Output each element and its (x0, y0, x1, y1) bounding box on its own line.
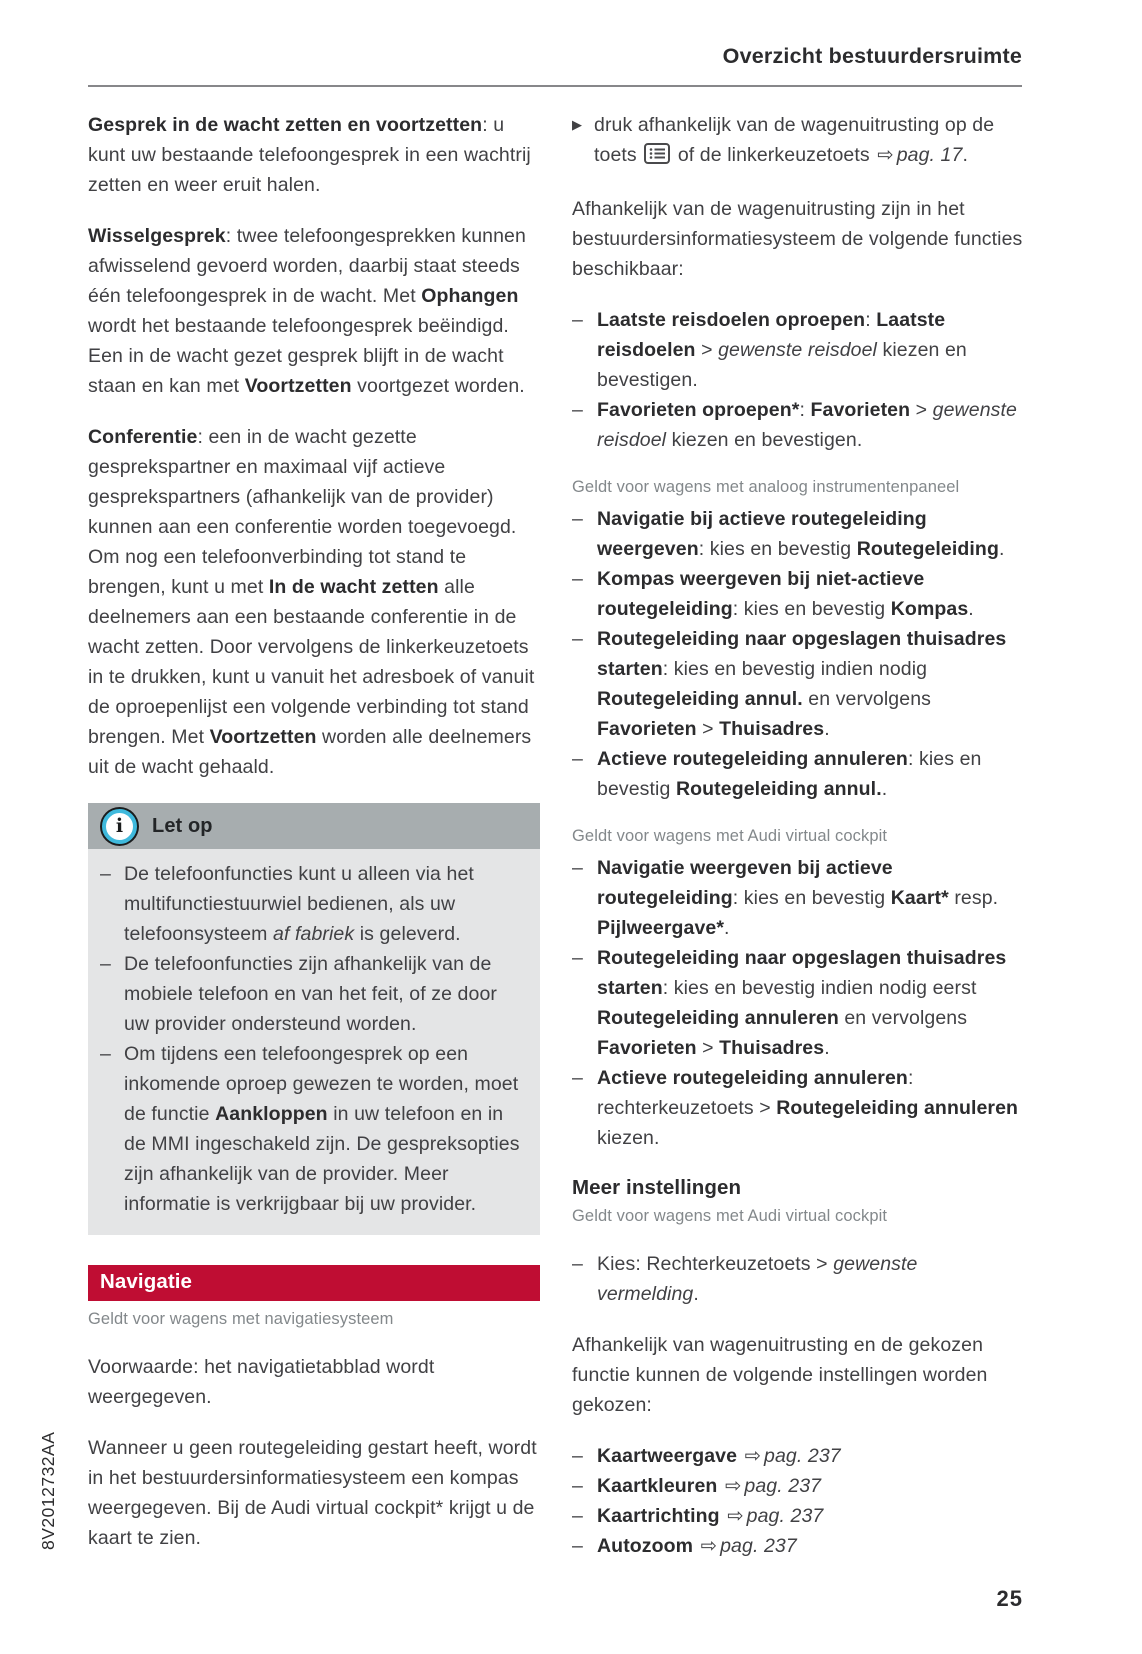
text-run: Afhankelijk van de wagenuitrusting zijn in het bestuurdersinformatiesysteem de volgende functies beschikbaar: (572, 198, 1023, 280)
text-run: : (865, 309, 877, 331)
note-box-header (88, 803, 540, 849)
list-item (572, 1531, 1024, 1561)
text-run: en vervolgens (802, 688, 931, 710)
text-run: Voortzetten (244, 375, 352, 397)
text-run: Actieve routegeleiding annuleren (597, 1067, 908, 1089)
list-item (572, 1249, 1024, 1309)
list-item (572, 624, 1024, 744)
list-item (572, 305, 1024, 395)
text-run: In de wacht zetten (268, 576, 439, 598)
text-run: : kies en bevestig indien nodig (662, 658, 928, 680)
text-run: Kompas weergeven bij niet-actieve routegeleiding (597, 568, 925, 620)
text-run: gewenste reisdoel (597, 399, 1017, 451)
right-column (572, 110, 1024, 1582)
paragraph (572, 194, 1024, 284)
text-run: Routegeleiding naar opgeslagen thuisadres starten (597, 947, 1007, 999)
text-run: Routegeleiding annul. (597, 688, 803, 710)
text-run: . (824, 1037, 830, 1059)
note-box (88, 803, 540, 1235)
text-run: pag. 237 (764, 1445, 841, 1467)
text-run: . (968, 598, 974, 620)
list-item (100, 949, 526, 1039)
dash-bullet-icon: – (572, 857, 583, 879)
dash-bullet-icon: – (572, 1445, 583, 1467)
list-item-text (597, 628, 1006, 740)
text-run: pag. 237 (720, 1535, 797, 1557)
text-run: Navigatie weergeven bij actieve routegeleiding (597, 857, 893, 909)
text-run: Routegeleiding (856, 538, 999, 560)
text-run: Favorieten (597, 1037, 697, 1059)
paragraph (88, 1352, 540, 1412)
list-item (572, 564, 1024, 624)
text-run: Voortzetten (209, 726, 317, 748)
text-run: Routegeleiding annul. (675, 778, 882, 800)
header-rule (88, 85, 1022, 87)
text-run: Kompas (890, 598, 969, 620)
text-run: Autozoom (597, 1535, 694, 1557)
page-header-title: Overzicht bestuurdersruimte (722, 44, 1022, 68)
text-run: . (881, 778, 888, 800)
dash-bullet-icon: – (572, 748, 583, 770)
list-item (572, 943, 1024, 1063)
dash-list (572, 853, 1024, 1153)
applies-note: Geldt voor wagens met Audi virtual cockpit (572, 1207, 888, 1225)
text-run: resp. (948, 887, 999, 909)
paragraph (88, 422, 540, 782)
list-item-text (124, 863, 474, 945)
dash-bullet-icon: – (572, 1505, 583, 1527)
page-ref-arrow-icon: ⇨ (744, 1445, 762, 1467)
dash-list (572, 1249, 1024, 1309)
dash-bullet-icon: – (572, 568, 583, 590)
text-run: Wisselgesprek (88, 225, 226, 247)
list-item (572, 1471, 1024, 1501)
dash-bullet-icon: – (572, 1253, 583, 1275)
dash-bullet-icon: – (100, 953, 111, 975)
text-run: Aankloppen (215, 1103, 328, 1125)
text-run: : kies en bevestig (732, 598, 891, 620)
text-run: alle deelnemers aan een bestaande conferentie in de wacht zetten. Door vervolgens de linkerkeuzetoets in te drukken, kunt u vanuit het adresboek of vanuit de oproepenlijst een volgende verbinding tot stand brengen. Met (88, 576, 535, 748)
text-run: > (696, 718, 720, 740)
text-run: : kies en bevestig indien nodig eerst (662, 977, 977, 999)
list-item (572, 1501, 1024, 1531)
list-item (572, 395, 1024, 455)
list-item (572, 1063, 1024, 1153)
dash-bullet-icon: – (572, 399, 583, 421)
text-run: De telefoonfuncties zijn afhankelijk van de mobiele telefoon en van het feit, of ze door uw provider ondersteund worden. (124, 953, 497, 1035)
dash-bullet-icon: – (572, 628, 583, 650)
text-run: : kies en bevestig (698, 538, 857, 560)
list-item-text (597, 1505, 823, 1527)
text-run: Kaartkleuren (597, 1475, 718, 1497)
text-run: Ophangen (421, 285, 519, 307)
action-step (572, 110, 1024, 173)
document-code: 8V2012732AA (38, 1431, 58, 1550)
text-run: Favorieten (810, 399, 911, 421)
page-ref-arrow-icon: ⇨ (724, 1475, 742, 1497)
text-run: kiezen en bevestigen. (666, 429, 863, 451)
dash-bullet-icon: – (100, 863, 111, 885)
dash-list (572, 1441, 1024, 1561)
info-icon: i (102, 809, 137, 844)
dash-list (572, 504, 1024, 804)
list-key-icon (644, 143, 670, 173)
text-run: pag. 237 (744, 1475, 822, 1497)
text-run: druk afhankelijk van de wagenuitrusting op de toets (594, 114, 995, 166)
text-run: De telefoonfuncties kunt u alleen via het multifunctiestuurwiel bedienen, als uw telefoonsysteem (124, 863, 474, 945)
list-item-text (597, 399, 1017, 451)
text-run: Laatste reisdoelen (597, 309, 946, 361)
text-run: Laatste reisdoelen oproepen (597, 309, 866, 331)
text-run: Thuisadres (719, 1037, 825, 1059)
dash-bullet-icon: – (572, 1067, 583, 1089)
list-item-text (597, 947, 1006, 1059)
list-item-text (597, 857, 998, 939)
text-run: . (724, 917, 730, 939)
left-column (88, 110, 540, 1574)
triangle-bullet-icon: ▶ (572, 117, 583, 132)
list-item-text (597, 1067, 1018, 1149)
text-run: pag. 17 (896, 144, 963, 166)
dash-list (572, 305, 1024, 455)
text-run: : twee telefoongesprekken kunnen afwisselend gevoerd worden, daarbij staat steeds één telefoongesprek in de wacht. Met (88, 225, 526, 307)
text-run: > (696, 1037, 720, 1059)
text-run: : rechterkeuzetoets > (597, 1067, 914, 1119)
text-run: Routegeleiding annuleren (597, 1007, 839, 1029)
text-run: worden alle deelnemers uit de wacht gehaald. (88, 726, 532, 778)
text-run: : (799, 399, 811, 421)
page-ref-arrow-icon: ⇨ (700, 1535, 718, 1557)
text-run: Voorwaarde: het navigatietabblad wordt weergegeven. (88, 1356, 435, 1408)
text-run: Wanneer u geen routegeleiding gestart heeft, wordt in het bestuurdersinformatiesysteem een kompas weergegeven. Bij de Audi virtual cockpit* krijgt u de kaart te zien. (88, 1437, 537, 1549)
step-text (594, 114, 994, 166)
text-run: Kaartrichting (597, 1505, 720, 1527)
text-run: : een in de wacht gezette gesprekspartner en maximaal vijf actieve gesprekspartners (afhankelijk van de provider) kunnen aan een conferentie worden toegevoegd. Om nog een telefoonverbinding tot stand te brengen, kunt u met (88, 426, 517, 598)
text-run: af fabriek (273, 923, 355, 945)
paragraph (572, 1330, 1024, 1420)
text-run: : u kunt uw bestaande telefoongesprek in een wachtrij zetten en weer eruit halen. (88, 114, 531, 196)
text-run: : kies en bevestig (732, 887, 891, 909)
list-item (572, 1441, 1024, 1471)
text-run: Kies: Rechterkeuzetoets > (597, 1253, 834, 1275)
paragraph (88, 1433, 540, 1553)
text-run: Afhankelijk van wagenuitrusting en de gekozen functie kunnen de volgende instellingen worden gekozen: (572, 1334, 988, 1416)
text-run: Kaart* (890, 887, 949, 909)
list-item-text (597, 309, 967, 391)
text-run: en vervolgens (838, 1007, 968, 1029)
text-run: gewenste vermelding (597, 1253, 918, 1305)
list-item (100, 859, 526, 949)
dash-bullet-icon: – (572, 309, 583, 331)
text-run: Thuisadres (719, 718, 825, 740)
text-run: Kaartweergave (597, 1445, 738, 1467)
text-run: pag. 237 (746, 1505, 824, 1527)
note-box-title: Let op (152, 815, 213, 837)
list-item (572, 853, 1024, 943)
text-run: > (910, 399, 933, 421)
text-run: wordt het bestaande telefoongesprek beëindigd. Een in de wacht gezet gesprek blijft in de wacht staan en kan met (88, 315, 509, 397)
text-run (693, 1535, 699, 1557)
text-run: gewenste reisdoel (718, 339, 877, 361)
text-run: Pijlweergave* (597, 917, 725, 939)
list-item-text (597, 1445, 841, 1467)
text-run: in uw telefoon en in de MMI ingeschakeld zijn. De gespreksopties zijn afhankelijk van de provider. Meer informatie is verkrijgbaar bij uw provider. (124, 1103, 520, 1215)
text-run: kiezen en bevestigen. (597, 339, 967, 391)
text-run: . (998, 538, 1005, 560)
dash-bullet-icon: – (572, 1535, 583, 1557)
list-item-text (597, 748, 981, 800)
text-run: . (824, 718, 830, 740)
section-band (88, 1265, 540, 1301)
text-run: Om tijdens een telefoongesprek op een inkomende oproep gewezen te worden, moet de functie (124, 1043, 519, 1125)
text-run: kiezen. (597, 1127, 660, 1149)
subheading: Meer instellingen (572, 1176, 742, 1199)
text-run: Favorieten oproepen* (597, 399, 800, 421)
applies-note: Geldt voor wagens met navigatiesysteem (88, 1310, 394, 1328)
text-run: . (693, 1283, 699, 1305)
text-run: of de linkerkeuzetoets (672, 144, 876, 166)
text-run: . (962, 144, 968, 166)
text-run: Favorieten (597, 718, 697, 740)
text-run: voortgezet worden. (351, 375, 525, 397)
list-item-text (597, 1475, 821, 1497)
text-run: Routegeleiding naar opgeslagen thuisadres starten (597, 628, 1007, 680)
list-item-text (597, 508, 1004, 560)
text-run: > (695, 339, 719, 361)
paragraph (88, 110, 540, 200)
text-run (737, 1445, 743, 1467)
dash-bullet-icon: – (100, 1043, 111, 1065)
text-run: Navigatie bij actieve routegeleiding weergeven (597, 508, 927, 560)
list-item (100, 1039, 526, 1219)
list-item (572, 504, 1024, 564)
list-item-text (597, 568, 974, 620)
page-ref-arrow-icon: ⇨ (877, 144, 894, 166)
list-item-text (124, 1043, 520, 1215)
list-item (572, 744, 1024, 804)
text-run: is geleverd. (354, 923, 461, 945)
list-item-text (124, 953, 497, 1035)
text-run (720, 1505, 726, 1527)
note-box-body (88, 849, 540, 1235)
paragraph (88, 221, 540, 401)
text-run: Routegeleiding annuleren (776, 1097, 1019, 1119)
applies-note: Geldt voor wagens met Audi virtual cockpit (572, 827, 888, 845)
list-item-text (597, 1535, 797, 1557)
applies-note: Geldt voor wagens met analoog instrumentenpaneel (572, 478, 960, 496)
page-number: 25 (996, 1586, 1023, 1611)
text-run: Actieve routegeleiding annuleren (597, 748, 908, 770)
text-run: : kies en bevestig (597, 748, 982, 800)
dash-bullet-icon: – (572, 508, 583, 530)
section-band-label: Navigatie (100, 1270, 193, 1293)
dash-bullet-icon: – (572, 947, 583, 969)
list-item-text (597, 1253, 917, 1305)
text-run: Conferentie (88, 426, 198, 448)
text-run: Gesprek in de wacht zetten en voortzetten (88, 114, 483, 136)
page-ref-arrow-icon: ⇨ (727, 1505, 744, 1527)
text-run (717, 1475, 723, 1497)
dash-bullet-icon: – (572, 1475, 583, 1497)
